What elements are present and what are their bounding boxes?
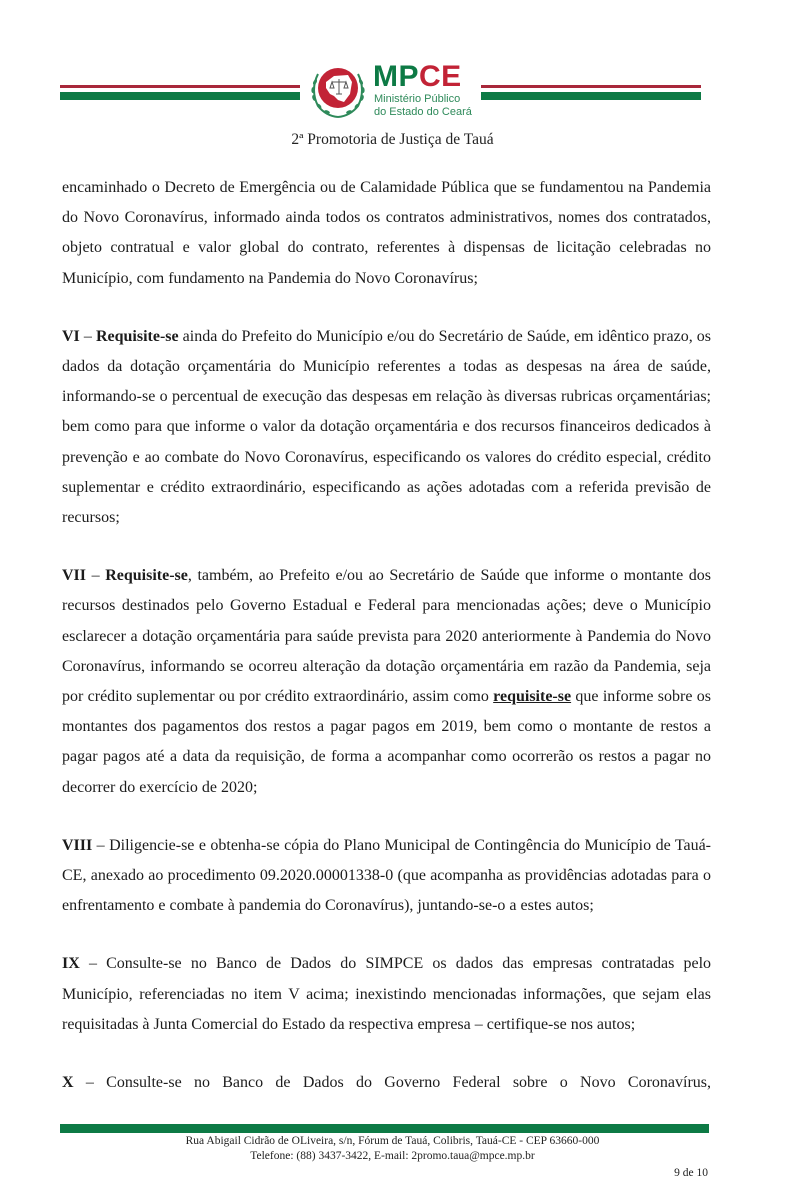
item-dash: – — [73, 1074, 107, 1092]
item-lead: Requisite-se — [105, 567, 188, 585]
item-text: ainda do Prefeito do Município e/ou do Secretário de Saúde, em idêntico prazo, os dados da dotação orçamentária do Município referentes a todas as despesas na área de saúde, informando-se o percentual de execução das despesas em relação às diversas rubricas orçamentárias; bem como para que informe o valor da dotação orçamentária e dos recursos financeiros dedicados à prevenção e ao combate do Novo Coronavírus, especificando os valores do crédito especial, crédito suplementar e crédito extraordinário, especificando as ações adotadas com a referida previsão de recursos; — [62, 327, 712, 527]
item-numeral: IX — [62, 955, 80, 973]
item-text: , também, ao Prefeito e/ou ao Secretário de Saúde que informe o montante dos recursos destinados pelo Governo Estadual e Federal para mencionadas ações; deve o Município esclarecer a dotação orçamentária para saúde prevista para 2020 anteriormente à Pandemia do Novo Coronavírus, informando se ocorreu alteração da dotação orçamentária em razão da Pandemia, seja por crédito suplementar ou por crédito extraordinário, assim como — [62, 567, 712, 706]
paragraph-intro: encaminhado o Decreto de Emergência ou de Calamidade Pública que se fundamentou na Pandemia do Novo Coronavírus, informado ainda todos os contratos administrativos, nomes dos contratados, objeto contratual e valor global do contrato, referentes à dispensas de licitação celebradas no Município, com fundamento na Pandemia do Novo Coronavírus; — [62, 179, 711, 287]
item-text: Consulte-se no Banco de Dados do SIMPCE os dados das empresas contratadas pelo Município, referenciadas no item V acima; inexistindo mencionadas informações, que sejam elas requisitadas à Junta Comercial do Estado da respectiva empresa – certifique-se nos autos; — [62, 955, 712, 1033]
paragraph-item-viii — [62, 831, 711, 922]
paragraph-item-ix — [62, 949, 711, 1040]
scales-of-justice-emblem-icon — [308, 60, 368, 120]
header-stripe-red-right — [481, 85, 701, 88]
logo-acronym — [373, 61, 462, 93]
header-stripe-red-left — [60, 85, 300, 88]
item-dash: – — [79, 327, 96, 345]
logo-subtitle-line1: Ministério Público — [374, 93, 461, 105]
paragraph-item-x — [62, 1068, 711, 1098]
item-dash: – — [86, 567, 106, 585]
office-title: 2ª Promotoria de Justiça de Tauá — [291, 131, 494, 148]
item-text: Consulte-se no Banco de Dados do Governo Federal sobre o Novo Coronavírus, — [106, 1074, 711, 1092]
footer-address: Rua Abigail Cidrão de OLiveira, s/n, Fórum de Tauá, Colibris, Tauá-CE - CEP 63660-000 — [185, 1135, 600, 1147]
item-dash: – — [92, 836, 110, 854]
item-lead: Requisite-se — [95, 327, 179, 345]
item-numeral: VI — [62, 327, 80, 345]
item-dash: – — [79, 955, 107, 973]
logo-subtitle-line2: do Estado do Ceará — [374, 106, 472, 118]
paragraph-item-vii — [62, 561, 711, 803]
item-text: Diligencie-se e obtenha-se cópia do Plano Municipal de Contingência do Município de Tauá-CE, anexado ao procedimento 09.2020.00001338-0 (que acompanha as providências adotadas para o enfrentamento e combate à pandemia do Coronavírus), juntando-se-o a estes autos; — [62, 836, 711, 915]
paragraph-item-vi — [62, 322, 711, 533]
item-numeral: X — [62, 1074, 74, 1092]
logo-acronym-mp: MP — [373, 60, 419, 93]
document-body — [62, 173, 711, 1098]
footer-stripe-green — [60, 1124, 709, 1133]
mpce-logo — [300, 57, 480, 127]
item-text: que informe sobre os montantes dos pagamentos dos restos a pagar pagos em 2019, bem como o montante de restos a pagar pagos até a data da requisição, de forma a acompanhar como ocorrerão os restos a pagar no decorrer do exercício de 2020; — [62, 688, 711, 796]
page-number: 9 de 10 — [674, 1167, 708, 1179]
item-numeral: VIII — [62, 836, 93, 854]
header-stripe-green-left — [60, 92, 300, 100]
footer-contact: Telefone: (88) 3437-3422, E-mail: 2promo.taua@mpce.mp.br — [250, 1150, 535, 1162]
item-underlined-term: requisite-se — [493, 688, 572, 706]
header-stripe-green-right — [481, 92, 701, 100]
item-numeral: VII — [62, 567, 87, 585]
logo-acronym-ce: CE — [419, 60, 462, 93]
